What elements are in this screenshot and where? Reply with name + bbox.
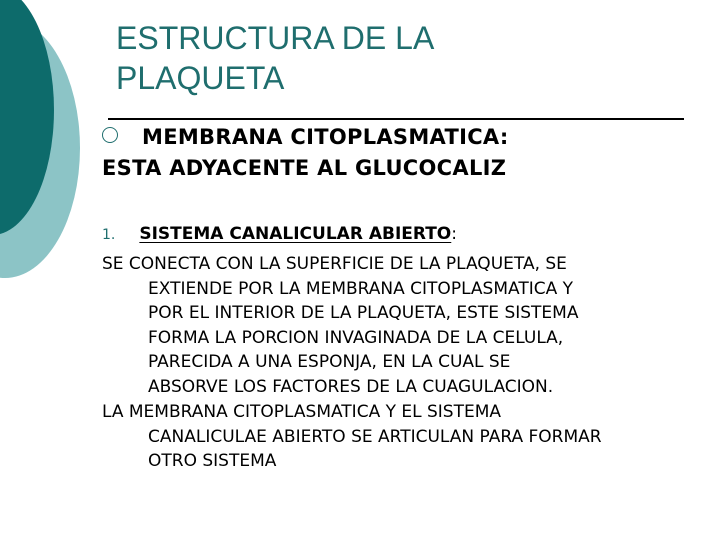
paragraph-line: CANALICULAE ABIERTO SE ARTICULAN PARA FORMAR	[148, 426, 602, 447]
decorative-circles	[0, 0, 90, 300]
numbered-item-sistema	[102, 222, 702, 248]
paragraph-line: POR EL INTERIOR DE LA PLAQUETA, ESTE SISTEMA	[148, 303, 579, 323]
item-colon: :	[451, 224, 457, 244]
slide-title	[116, 18, 676, 98]
bullet-label: MEMBRANA CITOPLASMATICA:	[142, 125, 509, 149]
bullet-text: ESTA ADYACENTE AL GLUCOCALIZ	[102, 156, 507, 180]
circle-bullet-icon	[102, 127, 118, 143]
paragraph-sistema	[102, 252, 708, 399]
item-number: 1.	[102, 227, 116, 243]
paragraph-articulacion	[102, 400, 708, 474]
paragraph-line: OTRO SISTEMA	[148, 451, 277, 471]
title-line: ESTRUCTURA DE LA	[116, 20, 435, 56]
paragraph-line: EXTIENDE POR LA MEMBRANA CITOPLASMATICA Y	[148, 278, 574, 299]
paragraph-line: SE CONECTA CON LA SUPERFICIE DE LA PLAQUETA, SE	[102, 254, 567, 274]
title-divider	[108, 118, 684, 120]
item-heading: SISTEMA CANALICULAR ABIERTO	[139, 224, 452, 244]
bullet-membrana	[102, 122, 702, 184]
paragraph-line: ABSORVE LOS FACTORES DE LA CUAGULACION.	[148, 376, 554, 397]
paragraph-line: FORMA LA PORCION INVAGINADA DE LA CELULA,	[148, 327, 564, 348]
paragraph-line: PARECIDA A UNA ESPONJA, EN LA CUAL SE	[148, 352, 511, 372]
title-line: PLAQUETA	[116, 60, 285, 96]
paragraph-line: LA MEMBRANA CITOPLASMATICA Y EL SISTEMA	[102, 402, 502, 422]
